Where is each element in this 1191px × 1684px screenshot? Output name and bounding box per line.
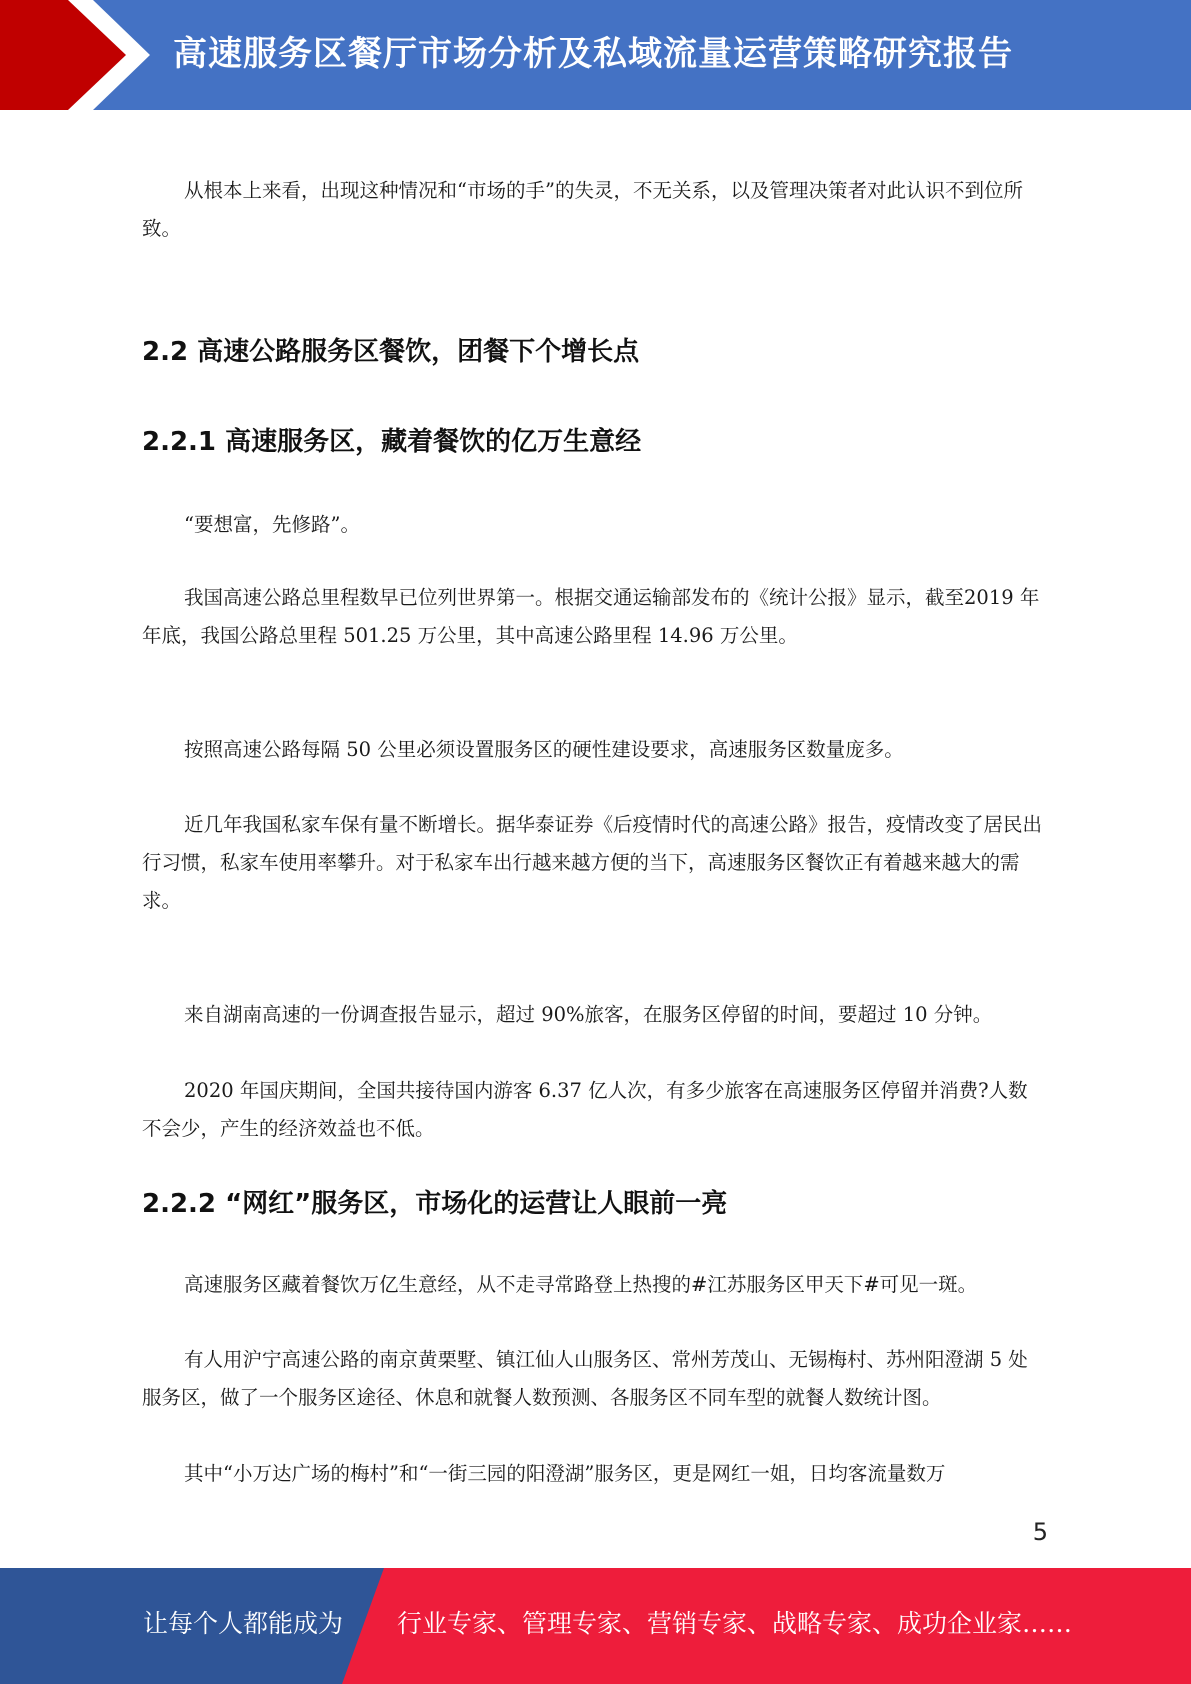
- footer-slogan-left: 让每个人都能成为: [143, 1609, 344, 1638]
- page-footer-banner: [0, 1568, 1191, 1684]
- paragraph-6: 来自湖南高速的一份调查报告显示，超过 90%旅客，在服务区停留的时间，要超过 10 分钟。: [184, 1003, 993, 1026]
- page-header-banner: [0, 0, 1191, 110]
- section-heading-2-2-2: 2.2.2 “网红”服务区，市场化的运营让人眼前一亮: [142, 1189, 728, 1219]
- paragraph-1: 从根本上来看，出现这种情况和“市场的手”的失灵，不无关系，以及管理决策者对此认识不到位所致。: [142, 179, 1023, 240]
- paragraph-7: 2020 年国庆期间，全国共接待国内游客 6.37 亿人次，有多少旅客在高速服务区停留并消费?人数不会少，产生的经济效益也不低。: [142, 1079, 1028, 1140]
- paragraph-10: 其中“小万达广场的梅村”和“一街三园的阳澄湖”服务区，更是网红一姐，日均客流量数万: [184, 1462, 946, 1485]
- section-heading-2-2: 2.2 高速公路服务区餐饮，团餐下个增长点: [142, 337, 640, 367]
- report-title: 高速服务区餐厅市场分析及私域流量运营策略研究报告: [173, 34, 1013, 74]
- section-heading-2-2-1: 2.2.1 高速服务区，藏着餐饮的亿万生意经: [142, 427, 642, 457]
- page-number: 5: [1032, 1518, 1048, 1546]
- paragraph-3: 我国高速公路总里程数早已位列世界第一。根据交通运输部发布的《统计公报》显示，截至2019 年年底，我国公路总里程 501.25 万公里，其中高速公路里程 14.96 万公里。: [142, 586, 1040, 647]
- footer-slogan-right: 行业专家、管理专家、营销专家、战略专家、成功企业家……: [397, 1609, 1073, 1638]
- paragraph-8: 高速服务区藏着餐饮万亿生意经，从不走寻常路登上热搜的#江苏服务区甲天下#可见一斑。: [184, 1273, 978, 1296]
- paragraph-5: 近几年我国私家车保有量不断增长。据华泰证券《后疫情时代的高速公路》报告，疫情改变了居民出行习惯，私家车使用率攀升。对于私家车出行越来越方便的当下，高速服务区餐饮正有着越来越大的需求。: [142, 813, 1043, 912]
- paragraph-9: 有人用沪宁高速公路的南京黄栗墅、镇江仙人山服务区、常州芳茂山、无锡梅村、苏州阳澄湖 5 处服务区，做了一个服务区途径、休息和就餐人数预测、各服务区不同车型的就餐人数统计图。: [142, 1348, 1028, 1409]
- paragraph-2: “要想富，先修路”。: [184, 513, 360, 536]
- paragraph-4: 按照高速公路每隔 50 公里必须设置服务区的硬性建设要求，高速服务区数量庞多。: [184, 738, 904, 761]
